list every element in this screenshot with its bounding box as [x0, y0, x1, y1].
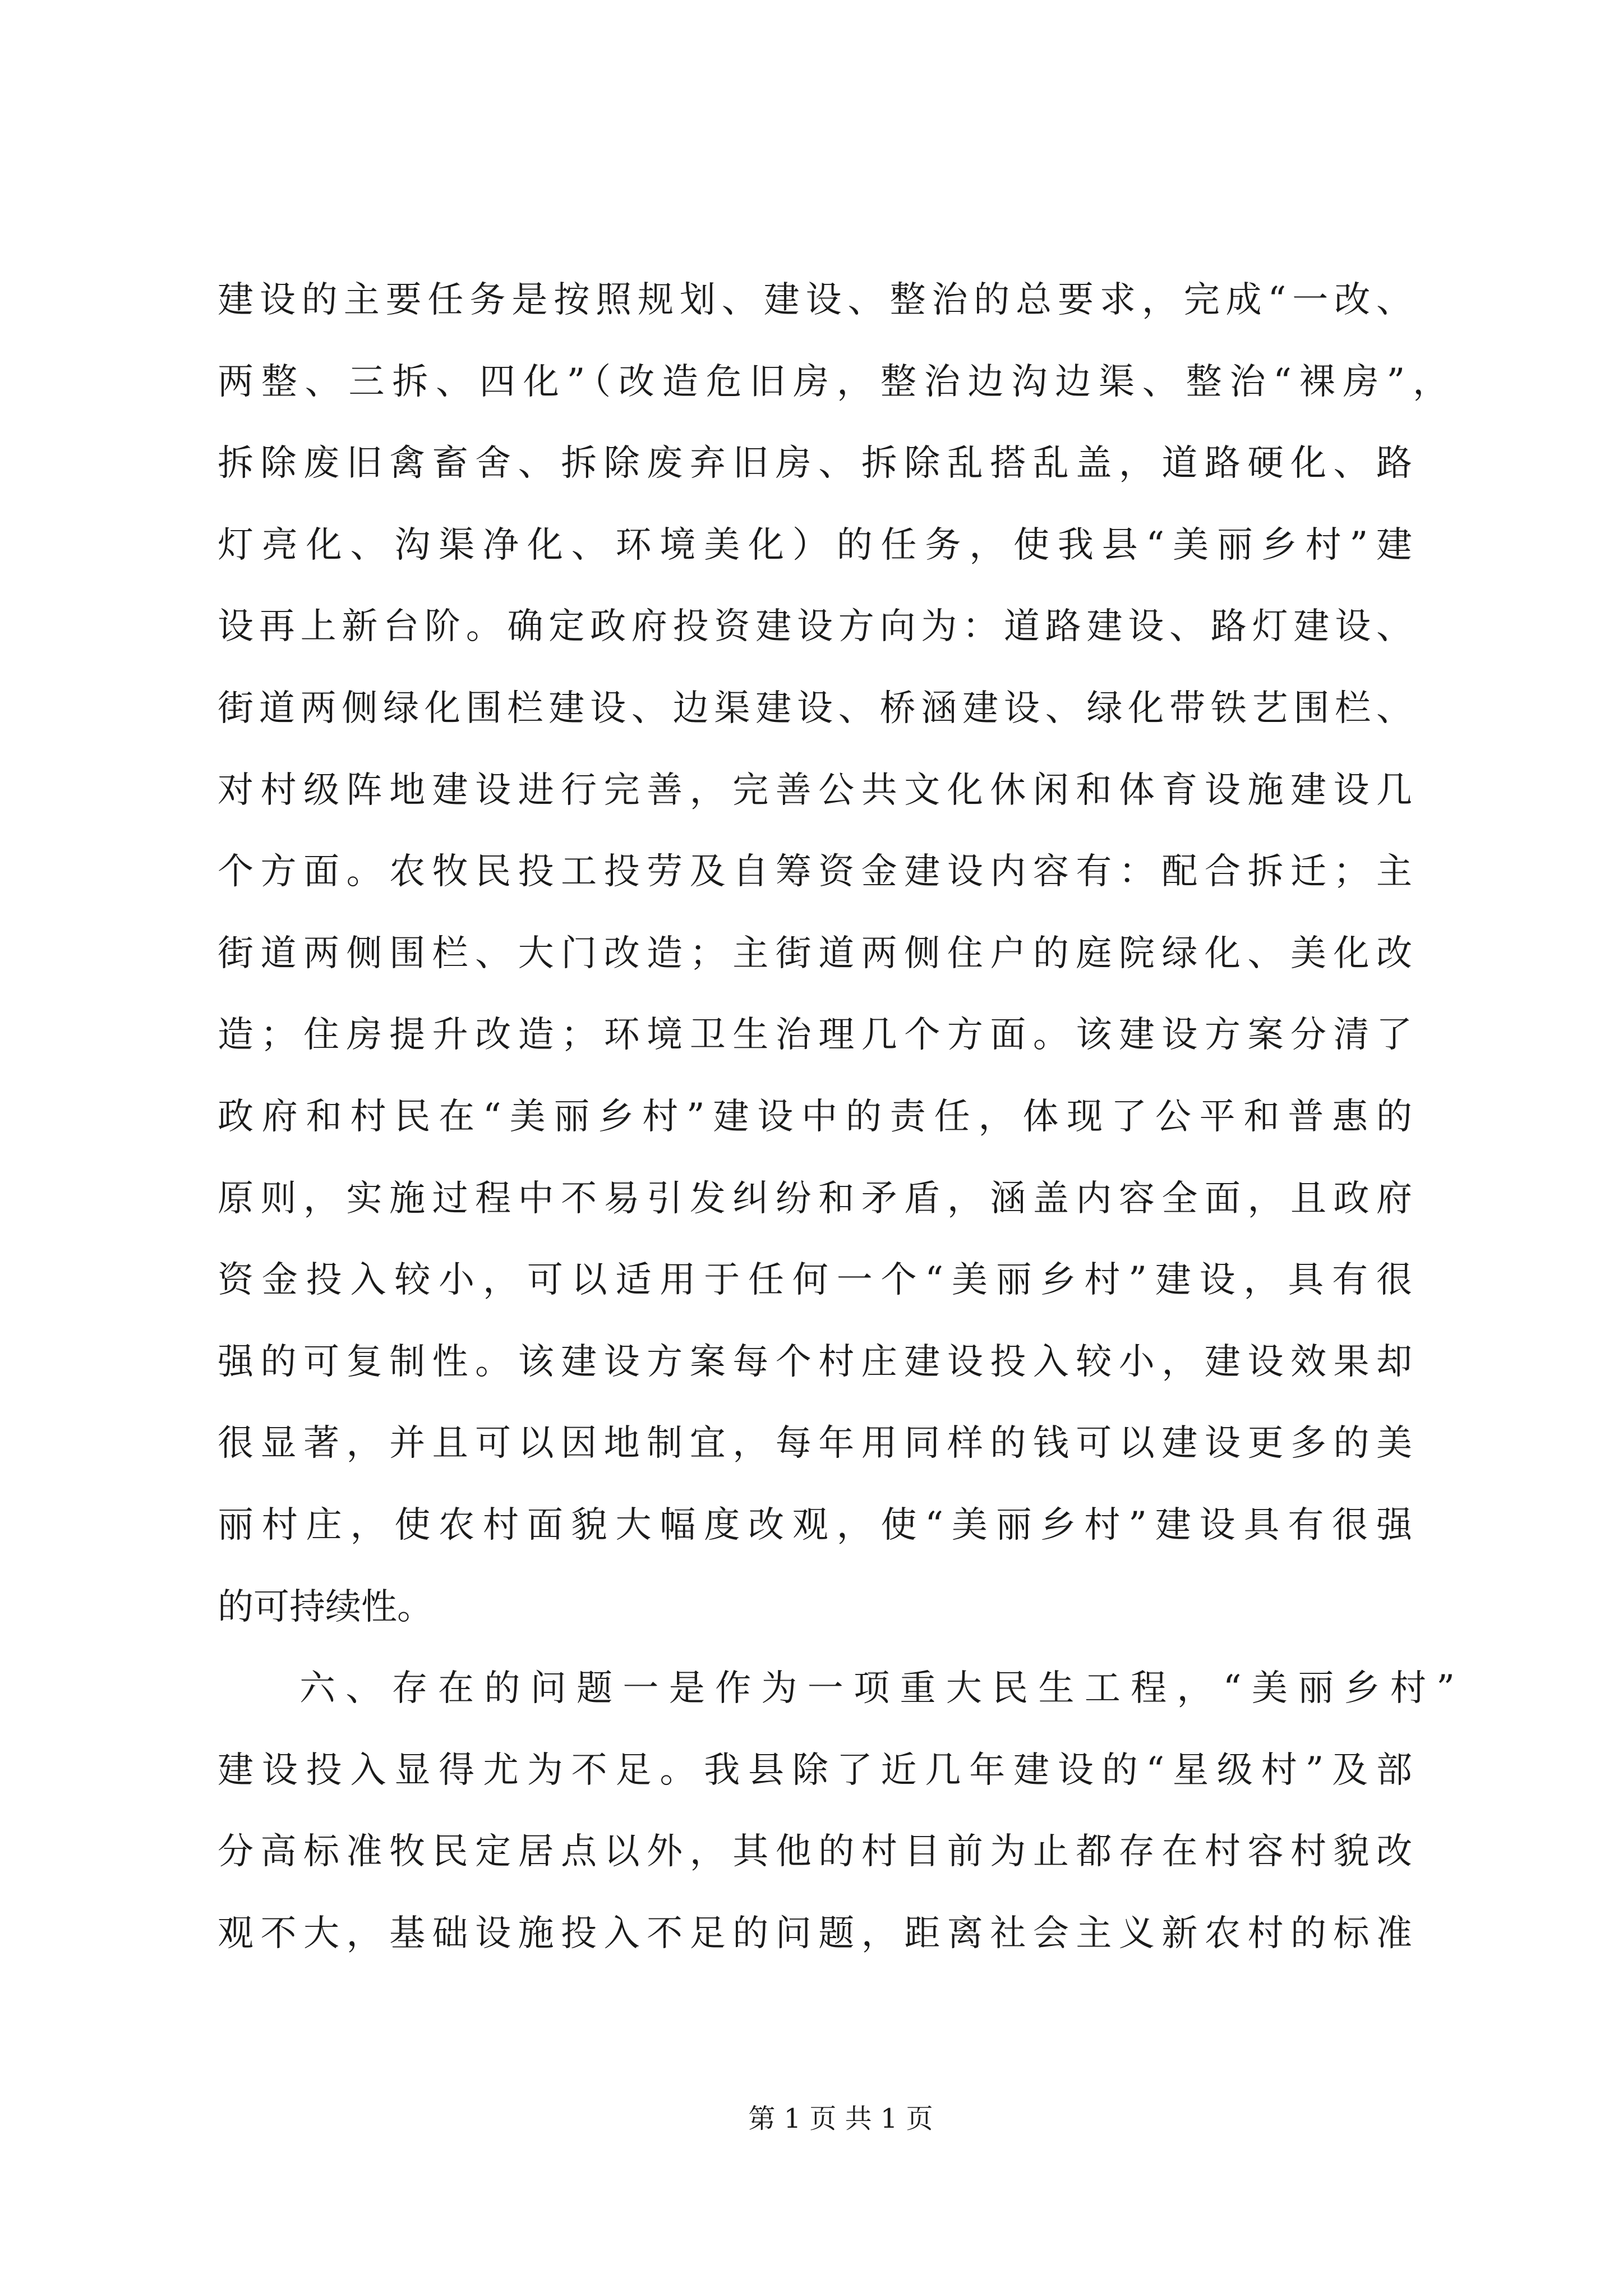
- text-line: 政府和村民在“美丽乡村”建设中的责任，体现了公平和普惠的: [218, 1096, 1412, 1138]
- text-line: 资金投入较小，可以适用于任何一个“美丽乡村”建设，具有很: [218, 1259, 1412, 1301]
- text-line: 建设投入显得尤为不足。我县除了近几年建设的“星级村”及部: [218, 1749, 1412, 1791]
- text-line: 强的可复制性。该建设方案每个村庄建设投入较小，建设效果却: [218, 1341, 1412, 1383]
- text-line: 很显著，并且可以因地制宜，每年用同样的钱可以建设更多的美: [218, 1423, 1412, 1465]
- page-footer: 第 1 页 共 1 页: [748, 2103, 933, 2134]
- paragraph-1: [218, 260, 1449, 1648]
- text-line: 街道两侧围栏、大门改造；主街道两侧住户的庭院绿化、美化改: [218, 932, 1412, 974]
- paragraph-2: [218, 1648, 1455, 1975]
- text-line: 设再上新台阶。确定政府投资建设方向为：道路建设、路灯建设、: [218, 606, 1412, 648]
- text-line: 观不大，基础设施投入不足的问题，距离社会主义新农村的标准: [218, 1912, 1412, 1954]
- text-line: 灯亮化、沟渠净化、环境美化）的任务，使我县“美丽乡村”建: [218, 524, 1412, 566]
- document-body: [218, 260, 1455, 1975]
- text-line: 的可持续性。: [218, 1586, 433, 1628]
- text-line: 个方面。农牧民投工投劳及自筹资金建设内容有：配合拆迁；主: [218, 851, 1412, 893]
- text-line: 对村级阵地建设进行完善，完善公共文化休闲和体育设施建设几: [218, 769, 1412, 811]
- text-line: 造；住房提升改造；环境卫生治理几个方面。该建设方案分清了: [218, 1014, 1412, 1056]
- text-line: 六、存在的问题一是作为一项重大民生工程，“美丽乡村”: [299, 1668, 1455, 1710]
- text-line: 丽村庄，使农村面貌大幅度改观，使“美丽乡村”建设具有很强: [218, 1504, 1412, 1546]
- text-line: 街道两侧绿化围栏建设、边渠建设、桥涵建设、绿化带铁艺围栏、: [218, 687, 1412, 729]
- text-line: 原则，实施过程中不易引发纠纷和矛盾，涵盖内容全面，且政府: [218, 1177, 1412, 1220]
- text-line: 两整、三拆、四化”（改造危旧房，整治边沟边渠、整治“裸房”，: [218, 361, 1449, 403]
- text-line: 建设的主要任务是按照规划、建设、整治的总要求，完成“一改、: [218, 279, 1412, 321]
- text-line: 分高标准牧民定居点以外，其他的村目前为止都存在村容村貌改: [218, 1831, 1412, 1873]
- text-line: 拆除废旧禽畜舍、拆除废弃旧房、拆除乱搭乱盖，道路硬化、路: [218, 443, 1412, 485]
